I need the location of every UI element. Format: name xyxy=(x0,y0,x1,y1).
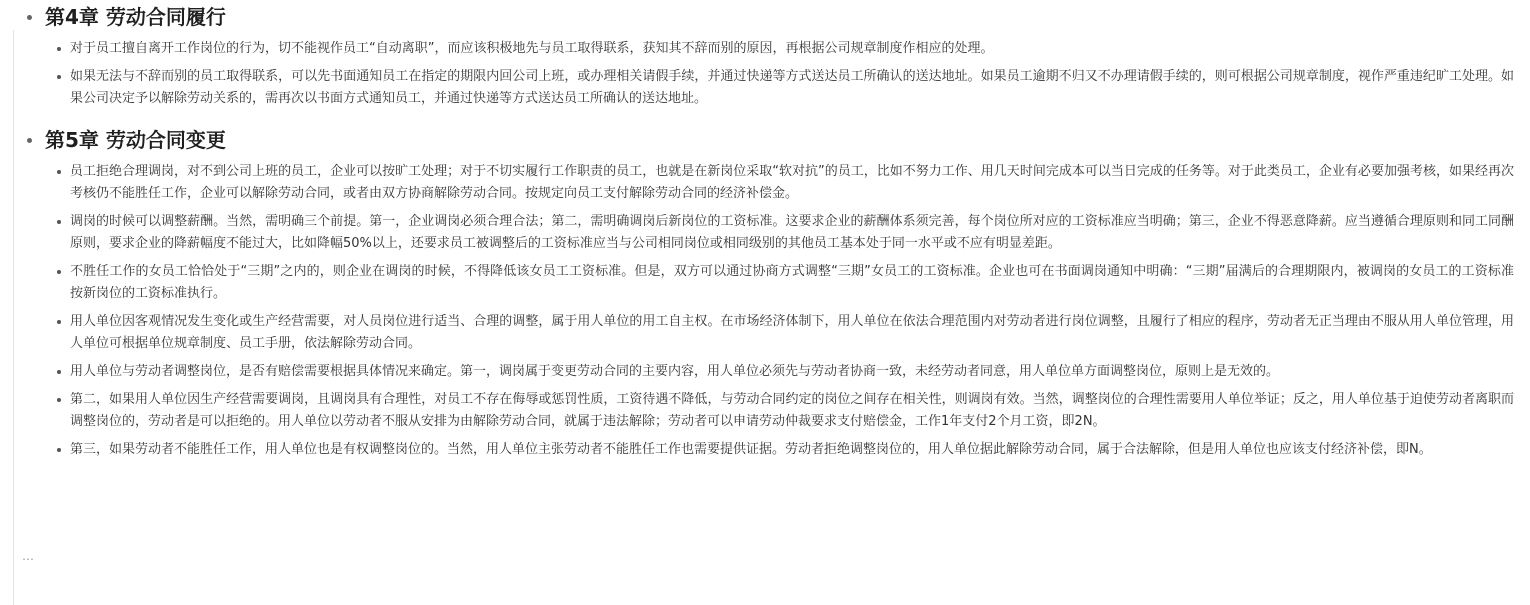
list-item-text: 如果无法与不辞而别的员工取得联系，可以先书面通知员工在指定的期限内回公司上班，或办理相关请假手续，并通过快递等方式送达员工所确认的送达地址。如果员工逾期不归又不办理请假手续的，则可根据公司规章制度，视作严重违纪旷工处理。如果公司决定予以解除劳动关系的，需再次以书面方式通知员工，并通过快递等方式送达员工所确认的送达地址。 xyxy=(70,69,1514,106)
list-item-text: 不胜任工作的女员工恰恰处于“三期”之内的，则企业在调岗的时候，不得降低该女员工工资标准。但是，双方可以通过协商方式调整“三期”女员工的工资标准。企业也可在书面调岗通知中明确：“三期”届满后的合理期限内，被调岗的女员工的工资标准按新岗位的工资标准执行。 xyxy=(70,264,1514,301)
bullet-icon xyxy=(57,370,61,374)
bullet-icon xyxy=(57,220,61,224)
list-item[interactable] xyxy=(24,389,1514,433)
list-item[interactable] xyxy=(24,38,1514,60)
bullet-icon xyxy=(57,270,61,274)
chapter-title: 第4章 劳动合同履行 xyxy=(45,5,226,29)
bullet-icon xyxy=(27,15,32,20)
chapter-item-list xyxy=(24,38,1514,110)
bullet-icon xyxy=(57,320,61,324)
list-item[interactable] xyxy=(24,161,1514,205)
chapter-heading-4[interactable] xyxy=(24,3,1514,31)
list-item[interactable] xyxy=(24,66,1514,110)
list-item[interactable] xyxy=(24,361,1514,383)
list-item[interactable] xyxy=(24,439,1514,461)
list-item-text: 员工拒绝合理调岗，对不到公司上班的员工，企业可以按旷工处理；对于不切实履行工作职责的员工，也就是在新岗位采取“软对抗”的员工，比如不努力工作、用几天时间完成本可以当日完成的任务等。对于此类员工，企业有必要加强考核，如果经再次考核仍不能胜任工作，企业可以解除劳动合同，或者由双方协商解除劳动合同。按规定向员工支付解除劳动合同的经济补偿金。 xyxy=(70,164,1514,201)
list-item[interactable] xyxy=(24,311,1514,355)
chapter-heading-5[interactable] xyxy=(24,126,1514,154)
list-item-text: 第三，如果劳动者不能胜任工作，用人单位也是有权调整岗位的。当然，用人单位主张劳动者不能胜任工作也需要提供证据。劳动者拒绝调整岗位的，用人单位据此解除劳动合同，属于合法解除，但是用人单位也应该支付经济补偿，即N。 xyxy=(70,442,1432,457)
chapter-item-list xyxy=(24,161,1514,461)
list-item-text: 对于员工擅自离开工作岗位的行为，切不能视作员工“自动离职”，而应该积极地先与员工取得联系，获知其不辞而别的原因，再根据公司规章制度作相应的处理。 xyxy=(70,41,994,56)
chapter-title: 第5章 劳动合同变更 xyxy=(45,128,226,152)
chapter-section-4 xyxy=(24,3,1514,110)
bullet-icon xyxy=(57,75,61,79)
bullet-icon xyxy=(57,47,61,51)
bullet-icon xyxy=(57,170,61,174)
bullet-icon xyxy=(27,138,32,143)
outline-guide-line xyxy=(13,30,14,605)
bullet-icon xyxy=(57,398,61,402)
list-item-text: 第二，如果用人单位因生产经营需要调岗，且调岗具有合理性，对员工不存在侮辱或惩罚性质，工资待遇不降低，与劳动合同约定的岗位之间存在相关性，则调岗有效。当然，调整岗位的合理性需要用人单位举证；反之，用人单位基于迫使劳动者离职而调整岗位的，劳动者是可以拒绝的。用人单位以劳动者不服从安排为由解除劳动合同，就属于违法解除；劳动者可以申请劳动仲裁要求支付赔偿金，工作1年支付2个月工资，即2N。 xyxy=(70,392,1514,429)
bullet-icon xyxy=(57,448,61,452)
list-item-text: 用人单位因客观情况发生变化或生产经营需要，对人员岗位进行适当、合理的调整，属于用人单位的用工自主权。在市场经济体制下，用人单位在依法合理范围内对劳动者进行岗位调整，且履行了相应的程序，劳动者无正当理由不服从用人单位管理，用人单位可根据单位规章制度、员工手册，依法解除劳动合同。 xyxy=(70,314,1514,351)
list-item-text: 调岗的时候可以调整薪酬。当然，需明确三个前提。第一，企业调岗必须合理合法；第二，需明确调岗后新岗位的工资标准。这要求企业的薪酬体系须完善，每个岗位所对应的工资标准应当明确；第三，企业不得恶意降薪。应当遵循合理原则和同工同酬原则，要求企业的降薪幅度不能过大，比如降幅50%以上，还要求员工被调整后的工资标准应当与公司相同岗位或相同级别的其他员工基本处于同一水平或不应有明显差距。 xyxy=(70,214,1514,251)
list-item-text: 用人单位与劳动者调整岗位，是否有赔偿需要根据具体情况来确定。第一，调岗属于变更劳动合同的主要内容，用人单位必须先与劳动者协商一致，未经劳动者同意，用人单位单方面调整岗位，原则上是无效的。 xyxy=(70,364,1280,379)
more-icon[interactable]: ⋯ xyxy=(22,552,35,566)
list-item[interactable] xyxy=(24,261,1514,305)
chapter-section-5 xyxy=(24,126,1514,461)
list-item[interactable] xyxy=(24,211,1514,255)
